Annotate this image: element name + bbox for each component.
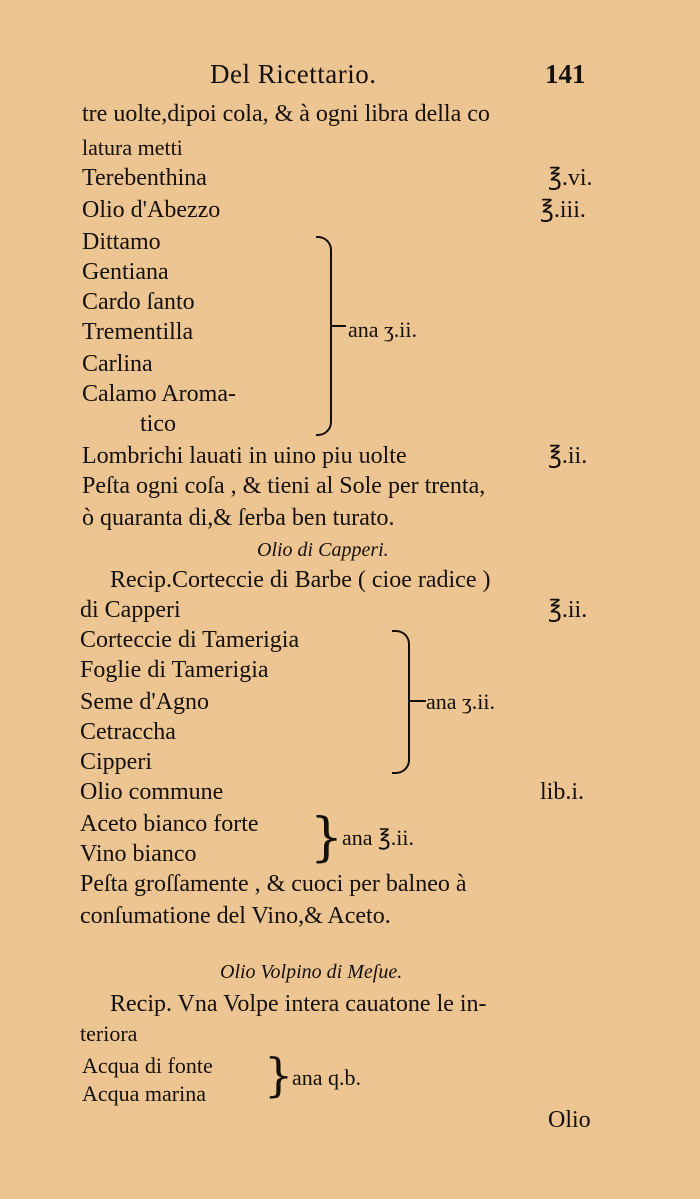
ingredient: Olio d'Abezzo [82, 197, 221, 223]
quantity: ℥.ii. [548, 443, 588, 469]
quantity: ana ʒ.ii. [348, 317, 418, 342]
ingredient: Acqua marina [82, 1081, 206, 1106]
grouping-brace [392, 630, 410, 774]
ingredient: Foglie di Tamerigia [80, 657, 269, 683]
ingredient: Dittamo [82, 229, 161, 255]
quantity: lib.i. [540, 779, 585, 805]
brace-tip [408, 700, 426, 702]
ingredient: Trementilla [82, 319, 194, 345]
quantity: ℥.ii. [548, 597, 588, 623]
text-line: teriora [80, 1021, 138, 1046]
recipe-heading: Olio Volpino di Meſue. [220, 961, 403, 983]
grouping-brace [316, 236, 332, 436]
grouping-brace: } [264, 1048, 294, 1102]
brace-tip [330, 325, 346, 327]
quantity: ana ℥.ii. [342, 825, 414, 850]
ingredient: Seme d'Agno [80, 689, 209, 715]
ingredient: di Capperi [80, 597, 181, 623]
text-line: Recip.Corteccie di Barbe ( cioe radice ) [110, 567, 491, 593]
quantity: ℥.iii. [540, 197, 586, 223]
text-line: tre uolte,dipoi cola, & à ogni libra della co [82, 101, 490, 127]
quantity: ana q.b. [292, 1065, 362, 1090]
text-line: Recip. Vna Volpe intera cauatone le in- [110, 991, 487, 1017]
ingredient: Olio commune [80, 779, 224, 805]
ingredient: Gentiana [82, 259, 169, 285]
grouping-brace: } [310, 808, 344, 868]
ingredient: Terebenthina [82, 165, 207, 191]
text-line: conſumatione del Vino,& Aceto. [80, 903, 391, 929]
ingredient: Lombrichi lauati in uino piu uolte [82, 443, 407, 469]
ingredient: Acqua di fonte [82, 1053, 213, 1078]
recipe-heading: Olio di Capperi. [257, 539, 389, 561]
quantity: ℥.vi. [548, 165, 593, 191]
ingredient: tico [140, 411, 176, 437]
ingredient: Cetraccha [80, 719, 176, 745]
text-line: Peſta ogni coſa , & tieni al Sole per trenta, [82, 473, 486, 499]
ingredient: Cardo ſanto [82, 289, 195, 315]
text-line: Peſta groſſamente , & cuoci per balneo à [80, 871, 467, 897]
ingredient: Aceto bianco forte [80, 811, 259, 837]
ingredient: Calamo Aroma- [82, 381, 236, 407]
page-number: 141 [545, 59, 586, 89]
quantity: ana ʒ.ii. [426, 689, 496, 714]
ingredient: Cipperi [80, 749, 152, 775]
running-head: Del Ricettario. [210, 59, 377, 89]
ingredient: Carlina [82, 351, 153, 377]
text-line: latura metti [82, 135, 183, 160]
ingredient: Corteccie di Tamerigia [80, 627, 300, 653]
text-line: ò quaranta di,& ſerba ben turato. [82, 505, 395, 531]
ingredient: Vino bianco [80, 841, 197, 867]
catchword: Olio [548, 1107, 591, 1133]
